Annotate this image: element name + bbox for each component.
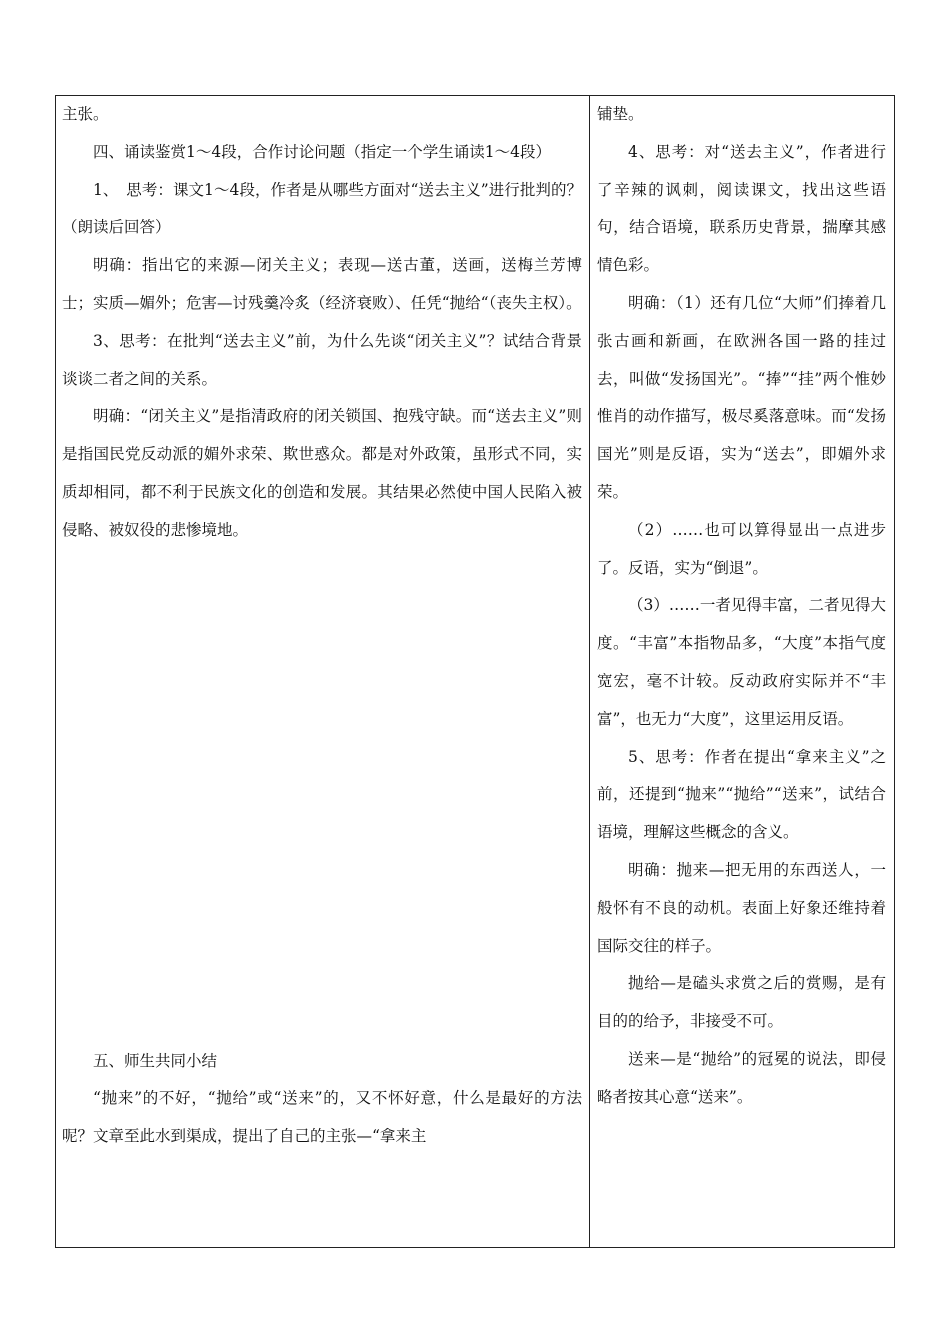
- right-paragraph-7: 明确：抛来—把无用的东西送人，一般怀有不良的动机。表面上好象还维持着国际交往的样子。: [597, 860, 886, 955]
- right-column: [597, 96, 886, 1117]
- right-paragraph-2: 4、思考：对“送去主义”，作者进行了辛辣的讽刺，阅读课文，找出这些语句，结合语境，联系历史背景，揣摩其感情色彩。: [597, 142, 886, 275]
- right-paragraph-4: （2）……也可以算得显出一点进步了。反语，实为“倒退”。: [597, 520, 886, 577]
- blank-space: [62, 550, 582, 1043]
- left-paragraph-8: “抛来”的不好，“抛给”或“送来”的，又不怀好意，什么是最好的方法呢？文章至此水到渠成，提出了自己的主张—“拿来主: [62, 1089, 582, 1146]
- column-divider: [589, 96, 590, 1247]
- right-paragraph-1: 铺垫。: [597, 105, 644, 123]
- left-paragraph-7: 五、师生共同小结: [93, 1051, 218, 1070]
- left-paragraph-1: 主张。: [62, 105, 109, 123]
- left-paragraph-4: 明确：指出它的来源—闭关主义；表现—送古董，送画，送梅兰芳博士；实质—媚外；危害—讨残羹冷炙（经济衰败）、任凭“抛给“（丧失主权）。: [62, 256, 582, 312]
- left-paragraph-3: 1、 思考：课文1～4段，作者是从哪些方面对“送去主义”进行批判的？（朗读后回答）: [62, 180, 582, 237]
- left-paragraph-5: 3、思考：在批判“送去主义”前，为什么先谈“闭关主义”？试结合背景谈谈二者之间的关系。: [62, 331, 582, 388]
- right-paragraph-6: 5、思考：作者在提出“拿来主义”之前，还提到“抛来”“抛给”“送来”，试结合语境，理解这些概念的含义。: [597, 747, 886, 842]
- left-column: [62, 96, 582, 1156]
- right-paragraph-5: （3）……一者见得丰富，二者见得大度。“丰富”本指物品多，“大度”本指气度宽宏，毫不计较。反动政府实际并不“丰富”，也无力“大度”，这里运用反语。: [597, 596, 886, 728]
- content-table: [55, 95, 895, 1248]
- left-paragraph-2: 四、诵读鉴赏1～4段，合作讨论问题（指定一个学生诵读1～4段）: [93, 142, 551, 161]
- right-paragraph-9: 送来—是“抛给”的冠冕的说法，即侵略者按其心意“送来”。: [597, 1049, 886, 1106]
- right-paragraph-3: 明确：（1）还有几位“大师”们捧着几张古画和新画，在欧洲各国一路的挂过去，叫做“发扬国光”。“捧”“挂”两个惟妙惟肖的动作描写，极尽奚落意味。而“发扬国光”则是反语，实为“送去”，即媚外求荣。: [597, 293, 886, 501]
- right-paragraph-8: 抛给—是磕头求赏之后的赏赐，是有目的的给予，非接受不可。: [597, 974, 886, 1031]
- left-paragraph-6: 明确：“闭关主义”是指清政府的闭关锁国、抱残守缺。而“送去主义”则是指国民党反动派的媚外求荣、欺世惑众。都是对外政策，虽形式不同，实质却相同，都不利于民族文化的创造和发展。其结果必然使中国人民陷入被侵略、被奴役的悲惨境地。: [62, 407, 582, 539]
